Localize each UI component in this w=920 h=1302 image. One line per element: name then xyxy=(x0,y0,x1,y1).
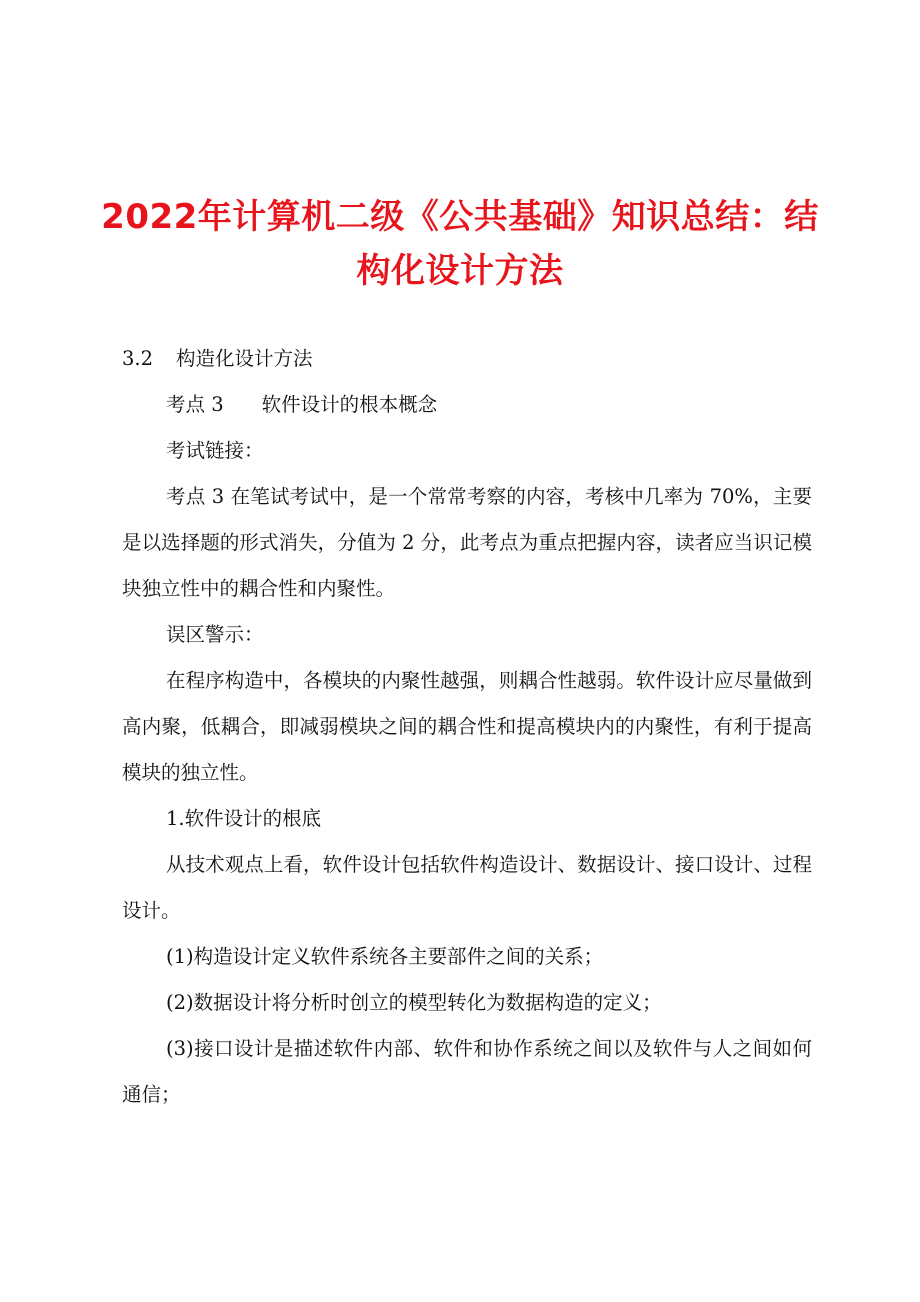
exam-link-paragraph: 考点 3 在笔试考试中，是一个常常考察的内容，考核中几率为 70%，主要是以选择题的形式消失，分值为 2 分，此考点为重点把握内容，读者应当识记模块独立性中的耦合性和内聚性。 xyxy=(122,485,812,600)
document-title: 2022年计算机二级《公共基础》知识总结：结构化设计方法 xyxy=(101,197,819,291)
kaodian-heading xyxy=(122,382,812,428)
kaodian-label: 考点 3 xyxy=(166,393,224,416)
list-item: (2)数据设计将分析时创立的模型转化为数据构造的定义； xyxy=(166,991,662,1014)
list-item: (1)构造设计定义软件系统各主要部件之间的关系； xyxy=(166,945,604,968)
warning-paragraph: 在程序构造中，各模块的内聚性越强，则耦合性越弱。软件设计应尽量做到高内聚，低耦合，即减弱模块之间的耦合性和提高模块内的内聚性，有利于提高模块的独立性。 xyxy=(122,669,812,784)
kaodian-title: 软件设计的根本概念 xyxy=(261,393,438,416)
list-item: (3)接口设计是描述软件内部、软件和协作系统之间以及软件与人之间如何通信； xyxy=(122,1037,812,1106)
warning-heading: 误区警示： xyxy=(166,623,264,646)
section-heading xyxy=(122,336,812,382)
subsection-heading: 1.软件设计的根底 xyxy=(166,807,322,830)
exam-link-heading: 考试链接： xyxy=(166,439,264,462)
section-number: 3.2 xyxy=(122,347,154,370)
section-title: 构造化设计方法 xyxy=(176,347,313,370)
document-body xyxy=(122,336,812,1118)
subsection-paragraph: 从技术观点上看，软件设计包括软件构造设计、数据设计、接口设计、过程设计。 xyxy=(122,853,812,922)
